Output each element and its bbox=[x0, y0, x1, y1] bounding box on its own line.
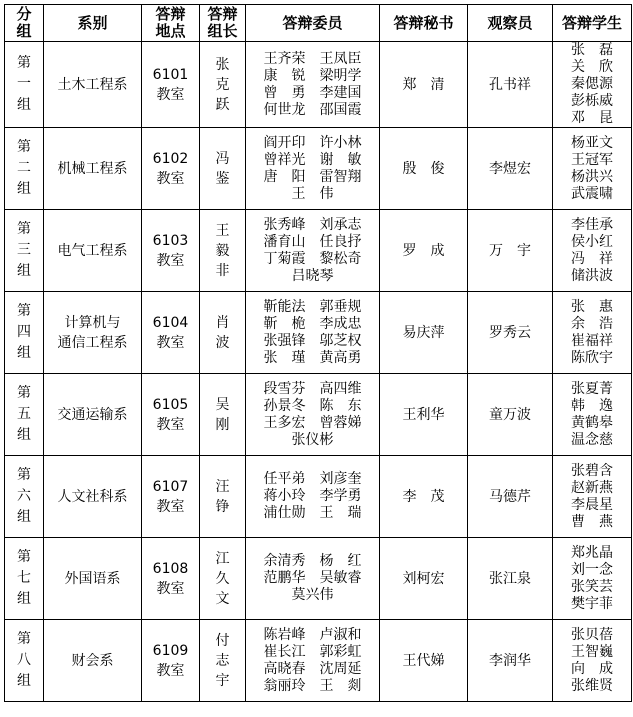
members-cell-line: 孙景冬 陈 东 bbox=[263, 397, 362, 414]
leader-cell-line: 跃 bbox=[215, 96, 230, 113]
students-cell-line: 冯 祥 bbox=[571, 250, 613, 267]
secretary-cell: 王利华 bbox=[380, 374, 468, 456]
header-dept: 系别 bbox=[44, 5, 142, 42]
table-row bbox=[5, 42, 632, 128]
members-cell-line: 王齐荣 王凤臣 bbox=[263, 50, 362, 67]
leader-cell-line: 鉴 bbox=[215, 170, 230, 187]
leader-cell-line: 付 bbox=[215, 632, 230, 649]
dept-cell bbox=[44, 620, 142, 702]
students-cell-line: 李佳承 bbox=[571, 216, 613, 233]
students-cell-line: 侯小红 bbox=[571, 233, 613, 250]
dept-cell-line: 外国语系 bbox=[64, 570, 121, 587]
table-row bbox=[5, 374, 632, 456]
members-cell-line: 丁菊霞 黎松奇 bbox=[263, 250, 362, 267]
group-cell bbox=[5, 292, 44, 374]
members-cell-line: 莫兴伟 bbox=[291, 587, 334, 603]
leader-cell-line: 汪 bbox=[215, 478, 230, 495]
header-location bbox=[142, 5, 200, 42]
members-cell-line: 王多宏 曾蓉娣 bbox=[263, 414, 362, 431]
secretary-cell: 易庆萍 bbox=[380, 292, 468, 374]
dept-cell bbox=[44, 292, 142, 374]
students-cell-line: 黄鹤皋 bbox=[571, 414, 613, 431]
table-row bbox=[5, 620, 632, 702]
group-cell-line: 组 bbox=[17, 591, 31, 607]
header-group bbox=[5, 5, 44, 42]
members-cell-line: 曾 勇 李建国 bbox=[263, 84, 362, 101]
students-cell-line: 张 磊 bbox=[571, 42, 613, 58]
observer-cell: 孔书祥 bbox=[468, 42, 553, 128]
table-row bbox=[5, 538, 632, 620]
observer-cell: 李润华 bbox=[468, 620, 553, 702]
leader-cell-line: 非 bbox=[215, 262, 230, 279]
members-cell-line: 吕晓琴 bbox=[291, 267, 334, 284]
students-cell-line: 关 欣 bbox=[571, 59, 613, 75]
students-cell bbox=[553, 210, 632, 292]
group-cell bbox=[5, 620, 44, 702]
group-cell-line: 组 bbox=[17, 345, 31, 361]
leader-cell bbox=[200, 210, 246, 292]
members-cell-line: 段雪芬 高四维 bbox=[263, 380, 362, 397]
students-cell-line: 余 浩 bbox=[571, 315, 613, 332]
group-cell-line: 第 bbox=[17, 385, 31, 401]
observer-cell: 李煜宏 bbox=[468, 128, 553, 210]
students-cell-line: 张笑芸 bbox=[571, 578, 613, 595]
group-cell bbox=[5, 374, 44, 456]
leader-cell bbox=[200, 128, 246, 210]
students-cell-line: 张维贤 bbox=[571, 677, 613, 694]
location-cell-line: 教室 bbox=[156, 662, 185, 679]
header-members: 答辩委员 bbox=[246, 5, 380, 42]
members-cell bbox=[246, 456, 380, 538]
group-cell-line: 三 bbox=[17, 242, 31, 258]
leader-cell-line: 冯 bbox=[215, 150, 230, 167]
group-cell-line: 组 bbox=[17, 263, 31, 279]
group-cell-line: 组 bbox=[17, 181, 31, 197]
location-cell-line: 6108 bbox=[152, 560, 189, 577]
members-cell bbox=[246, 538, 380, 620]
group-cell-line: 组 bbox=[17, 97, 31, 113]
secretary-cell: 罗 成 bbox=[380, 210, 468, 292]
secretary-cell: 殷 俊 bbox=[380, 128, 468, 210]
members-cell-line: 范鹏华 吴敏睿 bbox=[263, 570, 362, 586]
members-cell-line: 陈岩峰 卢淑和 bbox=[263, 626, 362, 643]
members-cell-line: 曾祥光 谢 敏 bbox=[263, 151, 362, 168]
students-cell bbox=[553, 456, 632, 538]
members-cell-line: 翁丽玲 王 剡 bbox=[263, 677, 362, 694]
leader-cell-line: 肖 bbox=[215, 314, 230, 331]
students-cell bbox=[553, 128, 632, 210]
students-cell bbox=[553, 42, 632, 128]
group-cell-line: 四 bbox=[17, 324, 31, 340]
observer-cell: 马德芹 bbox=[468, 456, 553, 538]
secretary-cell: 郑 清 bbox=[380, 42, 468, 128]
observer-cell: 张江泉 bbox=[468, 538, 553, 620]
members-cell-line: 张仪彬 bbox=[291, 431, 334, 448]
students-cell-line: 李晨星 bbox=[571, 496, 613, 513]
dept-cell-line: 机械工程系 bbox=[57, 160, 128, 177]
leader-cell bbox=[200, 292, 246, 374]
members-cell-line: 张秀峰 刘承志 bbox=[263, 216, 362, 233]
header-leader bbox=[200, 5, 246, 42]
students-cell-line: 张贝蓓 bbox=[571, 626, 613, 643]
members-cell-line: 唐 阳 雷智翔 bbox=[263, 168, 362, 185]
students-cell-line: 武震啸 bbox=[571, 185, 613, 202]
header-leader-line: 答辩 bbox=[207, 5, 238, 23]
students-cell-line: 曹 燕 bbox=[571, 513, 613, 530]
dept-cell bbox=[44, 42, 142, 128]
header-group-line: 组 bbox=[16, 22, 32, 40]
members-cell-line: 王 伟 bbox=[291, 185, 334, 202]
location-cell-line: 教室 bbox=[156, 252, 185, 269]
leader-cell-line: 张 bbox=[215, 56, 230, 73]
defense-schedule-table bbox=[4, 4, 632, 702]
group-cell-line: 组 bbox=[17, 673, 31, 689]
members-cell bbox=[246, 374, 380, 456]
location-cell-line: 教室 bbox=[156, 86, 185, 103]
group-cell-line: 组 bbox=[17, 427, 31, 443]
group-cell bbox=[5, 456, 44, 538]
group-cell-line: 一 bbox=[17, 76, 31, 92]
leader-cell-line: 克 bbox=[215, 76, 230, 93]
leader-cell-line: 江 bbox=[215, 550, 230, 567]
dept-cell-line: 交通运输系 bbox=[57, 406, 128, 423]
members-cell-line: 靳 桅 李成忠 bbox=[263, 315, 362, 332]
leader-cell-line: 久 bbox=[215, 570, 230, 587]
students-cell-line: 刘一念 bbox=[571, 561, 613, 578]
header-group-line: 分 bbox=[16, 5, 32, 23]
group-cell-line: 五 bbox=[17, 406, 31, 422]
students-cell bbox=[553, 538, 632, 620]
students-cell-line: 郑兆晶 bbox=[571, 544, 613, 561]
students-cell-line: 王冠军 bbox=[571, 151, 613, 168]
students-cell-line: 崔福祥 bbox=[571, 332, 613, 349]
dept-cell-line: 财会系 bbox=[71, 652, 114, 669]
leader-cell-line: 刚 bbox=[215, 416, 230, 433]
members-cell bbox=[246, 210, 380, 292]
dept-cell bbox=[44, 538, 142, 620]
location-cell bbox=[142, 42, 200, 128]
dept-cell-line: 人文社科系 bbox=[57, 488, 128, 505]
secretary-cell: 刘柯宏 bbox=[380, 538, 468, 620]
students-cell-line: 王智巍 bbox=[571, 643, 613, 660]
members-cell-line: 高晓春 沈周延 bbox=[263, 660, 362, 677]
leader-cell-line: 王 bbox=[215, 222, 230, 239]
students-cell bbox=[553, 292, 632, 374]
students-cell-line: 赵新燕 bbox=[571, 479, 613, 496]
students-cell bbox=[553, 374, 632, 456]
members-cell-line: 蒋小玲 李学勇 bbox=[263, 488, 362, 504]
location-cell-line: 教室 bbox=[156, 416, 185, 433]
header-location-line: 地点 bbox=[155, 22, 186, 40]
leader-cell bbox=[200, 42, 246, 128]
members-cell-line: 任平弟 刘彦奎 bbox=[263, 471, 362, 487]
leader-cell bbox=[200, 538, 246, 620]
dept-cell bbox=[44, 210, 142, 292]
secretary-cell: 李 茂 bbox=[380, 456, 468, 538]
members-cell-line: 潘育山 任良抒 bbox=[263, 233, 362, 250]
location-cell bbox=[142, 128, 200, 210]
leader-cell-line: 铮 bbox=[215, 498, 230, 515]
location-cell-line: 教室 bbox=[156, 170, 185, 187]
group-cell-line: 八 bbox=[17, 652, 31, 668]
location-cell-line: 6103 bbox=[152, 232, 189, 249]
members-cell bbox=[246, 292, 380, 374]
location-cell bbox=[142, 374, 200, 456]
students-cell-line: 韩 逸 bbox=[571, 397, 613, 414]
group-cell bbox=[5, 538, 44, 620]
leader-cell-line: 宇 bbox=[215, 672, 230, 689]
members-cell bbox=[246, 42, 380, 128]
observer-cell: 罗秀云 bbox=[468, 292, 553, 374]
header-observer: 观察员 bbox=[468, 5, 553, 42]
dept-cell-line: 土木工程系 bbox=[57, 76, 128, 93]
students-cell-line: 储洪波 bbox=[571, 267, 613, 284]
members-cell bbox=[246, 128, 380, 210]
location-cell bbox=[142, 456, 200, 538]
location-cell-line: 教室 bbox=[156, 580, 185, 597]
students-cell-line: 杨亚文 bbox=[571, 134, 613, 151]
leader-cell bbox=[200, 456, 246, 538]
members-cell-line: 张强锋 邬芝权 bbox=[263, 332, 362, 349]
students-cell-line: 彭栎威 bbox=[571, 93, 613, 109]
members-cell-line: 余清秀 杨 红 bbox=[263, 553, 362, 569]
group-cell-line: 六 bbox=[17, 488, 31, 504]
dept-cell bbox=[44, 128, 142, 210]
students-cell-line: 杨洪兴 bbox=[571, 168, 613, 185]
group-cell-line: 第 bbox=[17, 55, 31, 71]
location-cell bbox=[142, 538, 200, 620]
students-cell-line: 张夏菁 bbox=[571, 380, 613, 397]
dept-cell-line: 电气工程系 bbox=[57, 242, 128, 259]
table-row bbox=[5, 128, 632, 210]
members-cell-line: 浦仕勋 王 瑞 bbox=[263, 505, 362, 521]
location-cell-line: 6107 bbox=[152, 478, 189, 495]
members-cell-line: 何世龙 邵国霞 bbox=[263, 101, 362, 118]
members-cell-line: 阎开印 许小林 bbox=[263, 134, 362, 151]
students-cell-line: 向 成 bbox=[571, 660, 613, 677]
table-row bbox=[5, 292, 632, 374]
students-cell-line: 樊宇菲 bbox=[571, 595, 613, 612]
observer-cell: 童万波 bbox=[468, 374, 553, 456]
group-cell-line: 组 bbox=[17, 509, 31, 525]
location-cell bbox=[142, 620, 200, 702]
table-row bbox=[5, 210, 632, 292]
dept-cell bbox=[44, 374, 142, 456]
members-cell-line: 靳能法 郭垂规 bbox=[263, 298, 362, 315]
students-cell-line: 陈欣宇 bbox=[571, 349, 613, 366]
members-cell-line: 崔长江 郭彩虹 bbox=[263, 643, 362, 660]
students-cell-line: 秦偲源 bbox=[571, 76, 613, 92]
location-cell-line: 6109 bbox=[152, 642, 189, 659]
location-cell-line: 教室 bbox=[156, 498, 185, 515]
location-cell-line: 6102 bbox=[152, 150, 189, 167]
location-cell-line: 6101 bbox=[152, 66, 189, 83]
group-cell-line: 第 bbox=[17, 631, 31, 647]
dept-cell-line: 计算机与 bbox=[64, 314, 121, 331]
group-cell-line: 七 bbox=[17, 570, 31, 586]
group-cell bbox=[5, 128, 44, 210]
students-cell-line: 邓 昆 bbox=[571, 110, 613, 126]
dept-cell-line: 通信工程系 bbox=[57, 334, 128, 351]
header-location-line: 答辩 bbox=[155, 5, 186, 23]
location-cell bbox=[142, 210, 200, 292]
group-cell-line: 第 bbox=[17, 303, 31, 319]
group-cell-line: 第 bbox=[17, 467, 31, 483]
header-students: 答辩学生 bbox=[553, 5, 632, 42]
header-row bbox=[5, 5, 632, 42]
leader-cell-line: 志 bbox=[215, 652, 230, 669]
table-row bbox=[5, 456, 632, 538]
students-cell bbox=[553, 620, 632, 702]
group-cell-line: 第 bbox=[17, 549, 31, 565]
group-cell bbox=[5, 210, 44, 292]
leader-cell-line: 文 bbox=[215, 590, 230, 607]
group-cell-line: 二 bbox=[17, 160, 31, 176]
table-body bbox=[5, 42, 632, 702]
secretary-cell: 王代娣 bbox=[380, 620, 468, 702]
header-secretary: 答辩秘书 bbox=[380, 5, 468, 42]
location-cell-line: 教室 bbox=[156, 334, 185, 351]
header-leader-line: 组长 bbox=[207, 22, 238, 40]
leader-cell-line: 吴 bbox=[215, 396, 230, 413]
students-cell-line: 张 惠 bbox=[571, 298, 613, 315]
group-cell bbox=[5, 42, 44, 128]
students-cell-line: 温念慈 bbox=[571, 431, 613, 448]
group-cell-line: 第 bbox=[17, 139, 31, 155]
dept-cell bbox=[44, 456, 142, 538]
location-cell-line: 6105 bbox=[152, 396, 189, 413]
observer-cell: 万 宇 bbox=[468, 210, 553, 292]
group-cell-line: 第 bbox=[17, 221, 31, 237]
leader-cell-line: 波 bbox=[215, 334, 230, 351]
leader-cell-line: 毅 bbox=[215, 242, 230, 259]
members-cell bbox=[246, 620, 380, 702]
leader-cell bbox=[200, 620, 246, 702]
location-cell bbox=[142, 292, 200, 374]
students-cell-line: 张碧含 bbox=[571, 462, 613, 479]
members-cell-line: 张 瑾 黄高勇 bbox=[263, 349, 362, 366]
location-cell-line: 6104 bbox=[152, 314, 189, 331]
leader-cell bbox=[200, 374, 246, 456]
members-cell-line: 康 锐 梁明学 bbox=[263, 67, 362, 84]
